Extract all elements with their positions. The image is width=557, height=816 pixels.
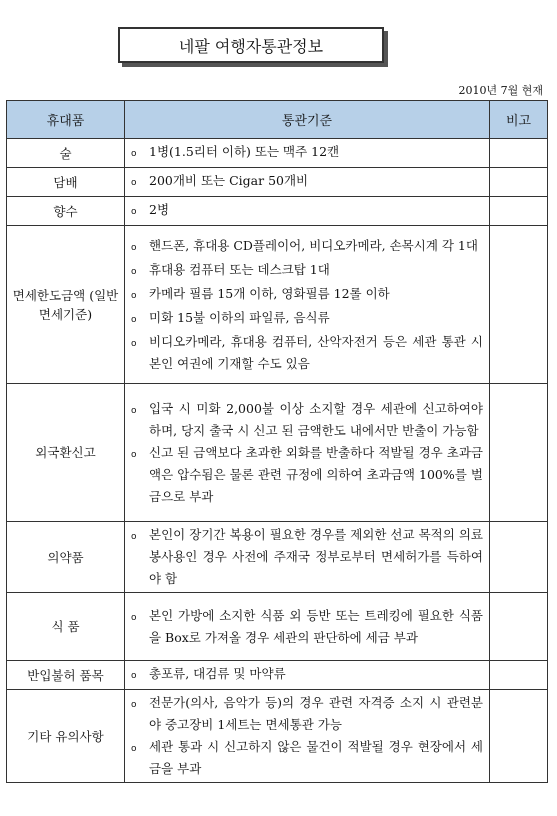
rule-text: 비디오카메라, 휴대용 컴퓨터, 산악자전거 등은 세관 통관 시 본인 여권에 기재할 수도 있음 <box>149 333 483 371</box>
rule-text: 200개비 또는 Cigar 50개비 <box>149 173 309 188</box>
row-note <box>490 226 548 384</box>
table-row <box>7 690 548 783</box>
rule-text: 미화 15불 이하의 파일류, 음식류 <box>149 309 330 325</box>
rule-item <box>131 170 483 194</box>
row-note <box>490 593 548 661</box>
customs-table <box>6 100 548 783</box>
bullet-icon: o <box>131 266 137 277</box>
header-row <box>7 101 548 139</box>
bullet-icon: o <box>131 405 137 416</box>
row-category: 술 <box>7 139 125 168</box>
rule-text: 본인 가방에 소지한 식품 외 등반 또는 트레킹에 필요한 식품을 Box로 가져올 경우 세관의 판단하에 세금 부과 <box>149 607 483 645</box>
rule-item <box>131 736 483 780</box>
rule-item <box>131 398 483 442</box>
rule-text: 전문가(의사, 음악가 등)의 경우 관련 자격증 소지 시 관련분야 중고장비 1세트는 면세통관 가능 <box>149 695 483 732</box>
header-note: 비고 <box>490 101 548 139</box>
table-row <box>7 139 548 168</box>
rule-item <box>131 283 483 307</box>
table-row <box>7 197 548 226</box>
rule-item <box>131 199 483 223</box>
title-box <box>118 27 384 63</box>
bullet-icon: o <box>131 242 137 253</box>
header-item: 휴대품 <box>7 101 125 139</box>
rule-text: 카메라 필름 15개 이하, 영화필름 12롤 이하 <box>149 285 390 301</box>
rule-item <box>131 442 483 508</box>
row-rules <box>125 690 490 783</box>
row-rules <box>125 522 490 593</box>
bullet-icon: o <box>131 612 137 623</box>
bullet-icon: o <box>131 700 137 710</box>
row-category: 담배 <box>7 168 125 197</box>
rule-item <box>131 331 483 375</box>
date-label: 2010년 7월 현재 <box>458 84 543 97</box>
rule-item <box>131 663 483 687</box>
row-category: 외국환신고 <box>7 384 125 522</box>
header-rule: 통관기준 <box>125 101 490 139</box>
rule-text: 본인이 장기간 복용이 필요한 경우를 제외한 선교 목적의 의료봉사용인 경우 사전에 주재국 정부로부터 면세허가를 득하여야 함 <box>149 527 483 586</box>
row-note <box>490 197 548 226</box>
row-category: 향수 <box>7 197 125 226</box>
rule-text: 세관 통과 시 신고하지 않은 물건이 적발될 경우 현장에서 세금을 부과 <box>149 739 483 776</box>
row-rules <box>125 197 490 226</box>
bullet-icon: o <box>131 744 137 754</box>
row-rules <box>125 384 490 522</box>
rule-item <box>131 692 483 736</box>
table-row <box>7 168 548 197</box>
row-rules <box>125 661 490 690</box>
row-note <box>490 139 548 168</box>
row-note <box>490 690 548 783</box>
bullet-icon: o <box>131 178 137 188</box>
bullet-icon: o <box>131 532 137 542</box>
row-rules <box>125 593 490 661</box>
rule-text: 신고 된 금액보다 초과한 외화를 반출하다 적발될 경우 초과금액은 압수됨은 물론 관련 규정에 의하여 초과금액 100%를 벌금으로 부과 <box>149 444 483 504</box>
table-row <box>7 661 548 690</box>
row-note <box>490 522 548 593</box>
row-category: 반입불허 품목 <box>7 661 125 690</box>
rule-item <box>131 605 483 649</box>
row-category: 면세한도금액 (일반면세기준) <box>7 226 125 384</box>
row-rules <box>125 226 490 384</box>
rule-item <box>131 524 483 590</box>
bullet-icon: o <box>131 314 137 325</box>
row-category: 의약품 <box>7 522 125 593</box>
rule-text: 1병(1.5리터 이하) 또는 맥주 12캔 <box>149 144 340 159</box>
row-rules <box>125 139 490 168</box>
rule-text: 입국 시 미화 2,000불 이상 소지할 경우 세관에 신고하여야 하며, 당지 출국 시 신고 된 금액한도 내에서만 반출이 가능함 <box>149 400 483 438</box>
rule-text: 휴대용 컴퓨터 또는 데스크탑 1대 <box>149 261 330 277</box>
rule-item <box>131 141 483 165</box>
table-row <box>7 522 548 593</box>
row-note <box>490 168 548 197</box>
bullet-icon: o <box>131 207 137 217</box>
rule-text: 2병 <box>149 202 170 217</box>
bullet-icon: o <box>131 449 137 460</box>
table-row <box>7 226 548 384</box>
page-title: 네팔 여행자통관정보 <box>178 36 324 56</box>
bullet-icon: o <box>131 338 137 349</box>
rule-item <box>131 307 483 331</box>
table-row <box>7 593 548 661</box>
row-note <box>490 384 548 522</box>
bullet-icon: o <box>131 290 137 301</box>
rule-item <box>131 259 483 283</box>
rule-text: 총포류, 대검류 및 마약류 <box>149 666 286 681</box>
row-category: 기타 유의사항 <box>7 690 125 783</box>
row-category: 식 품 <box>7 593 125 661</box>
row-rules <box>125 168 490 197</box>
table-row <box>7 384 548 522</box>
row-note <box>490 661 548 690</box>
rule-item <box>131 235 483 259</box>
rule-text: 핸드폰, 휴대용 CD플레이어, 비디오카메라, 손목시계 각 1대 <box>149 237 478 253</box>
bullet-icon: o <box>131 149 137 159</box>
bullet-icon: o <box>131 671 137 681</box>
